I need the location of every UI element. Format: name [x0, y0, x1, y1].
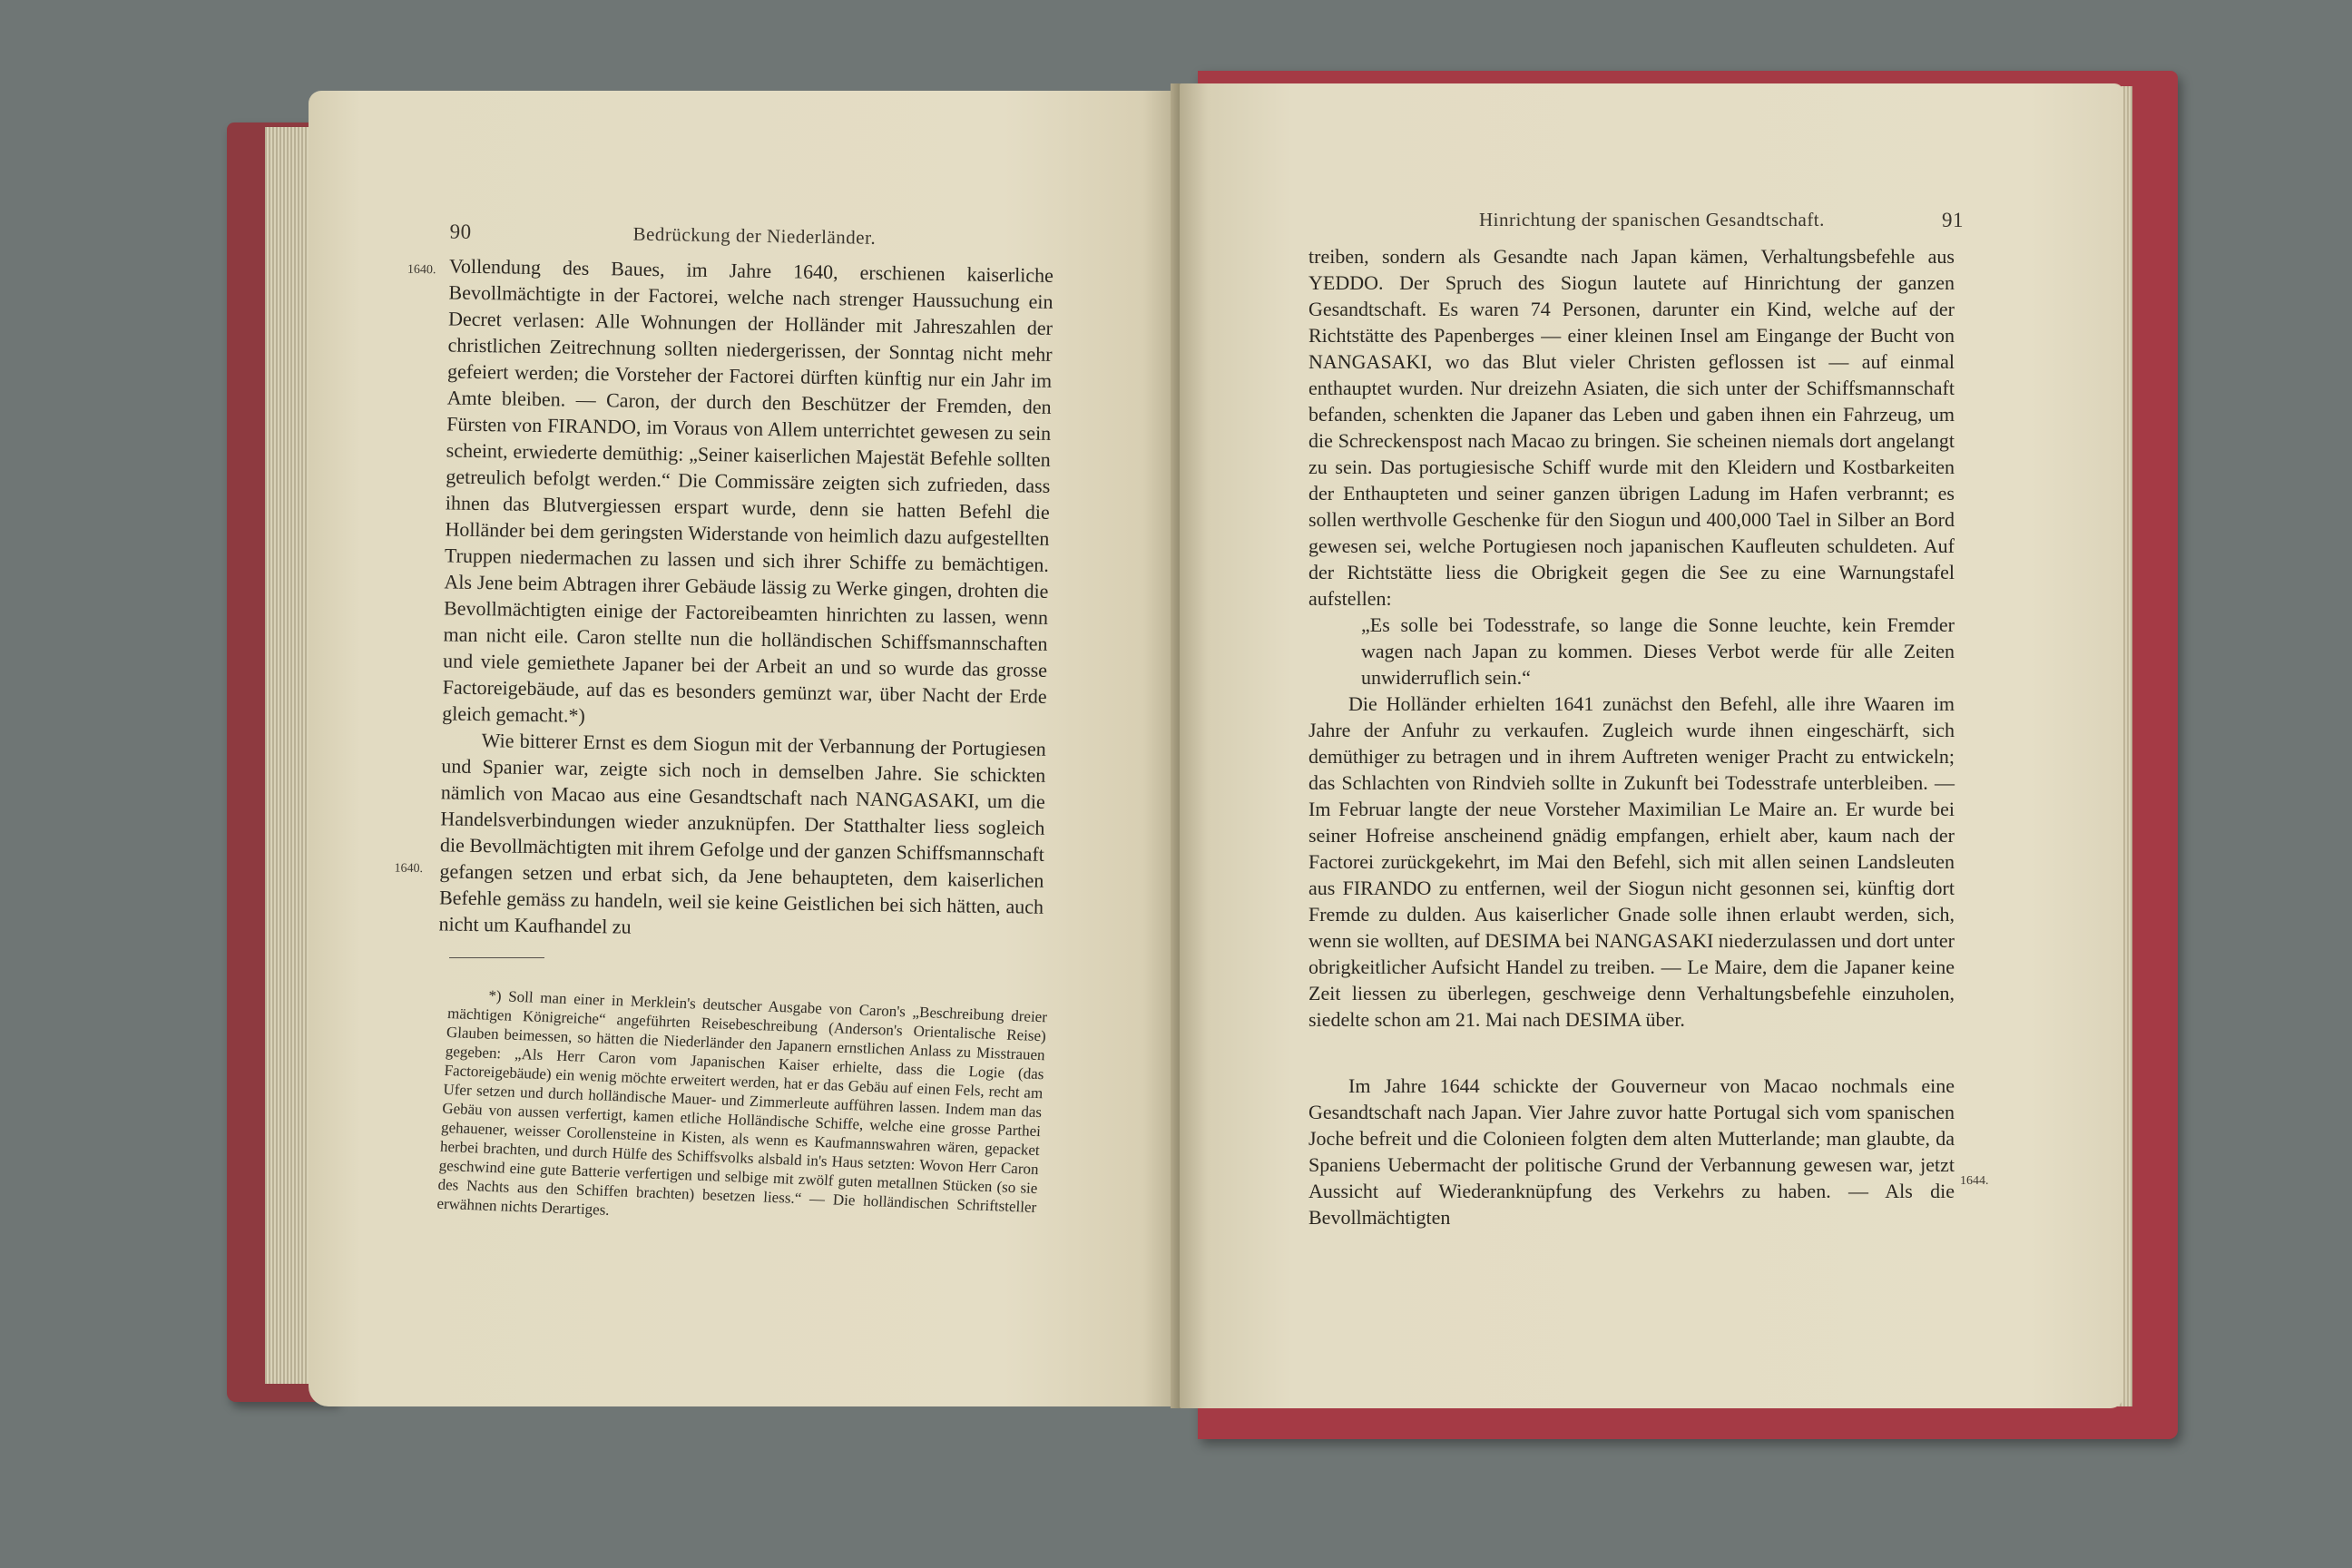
right-running-title: Hinrichtung der spanischen Gesandtschaft. — [1479, 209, 1825, 230]
right-paragraph-1: treiben, sondern als Gesandte nach Japan kämen, Verhaltungsbefehle aus YEDDO. Der Spruch des Siogun lautete auf Hinrichtung der ganzen Gesandtschaft. Es waren 74 Personen, darunter ein Kind, welche auf der Richtstätte des Papenberges — einer kleinen Insel am Eingange der Bucht von NANGASAKI, wo das Blut vieler Christen geflossen ist — auf einmal enthauptet wurden. Nur dreizehn Asiaten, die sich unter der Schiffsmannschaft befanden, schenkten die Japaner das Leben und gaben ihnen ein Fahrzeug, um die Schreckenspost nach Macao zu bringen. Sie scheinen niemals dort angelangt zu sein. Das portugiesische Schiff wurde mit den Kleidern und Kostbarkeiten der Enthaupteten und seiner ganzen übrigen Ladung im Hafen verbrannt; es sollen werthvolle Geschenke für den Siogun und 400,000 Tael in Silber an Bord gewesen sei, welche Portugiesen noch japanischen Kaufleuten schuldeten. Auf der Richtstätte liess die Obrigkeit gegen die See zu eine Warnungstafel aufstellen: — [1308, 245, 1955, 610]
left-margin-note-1: 1640. — [407, 262, 436, 278]
left-page — [309, 91, 1178, 1406]
left-running-title: Bedrückung der Niederländer. — [632, 222, 877, 249]
footnote-text: *) Soll man einer in Merklein's deutscher Ausgabe von Caron's „Beschreibung dreier mächtigen Königreiche“ angeführten Reisebeschreibung (Anderson's Orientalische Reise) Glauben beimessen, so hätten die Niederländer den Japanern ernstlichen Anlass zu Misstrauen gegeben: „Als Herr Caron vom Japanischen Kaiser erhielte, dass die Logie (das Factoreigebäude) ein wenig möchte erweitert werden, hat er das Gebäu auf einen Fels, recht am Ufer setzen und durch holländische Mauer- und Zimmerleute aufführen lassen. Indem man das Gebäu von aussen verfertigt, kamen etliche Holländische Schiffe, welche eine grosse Parthei gehauener, weisser Corollensteine in Kisten, als wenn es Kaufmannswahren wären, gepacket herbei brachten, und durch Hülfe des Schiffsvolks alsbald in's Haus setzten: Wovon Herr Caron geschwind eine gute Batterie verfertigen und selbige mit zwölf guten metallnen Stücken (so sie des Nachts aus den Schiffen brachten) besetzen liess.“ — Die holländischen Schriftsteller erwähnen nichts Derartiges. — [436, 986, 1048, 1219]
right-running-head — [1180, 209, 2123, 245]
right-quote: „Es solle bei Todesstrafe, so lange die Sonne leuchte, kein Fremder wagen nach Japan zu kommen. Dieses Verbot werde für alle Zeiten unwiderruflich sein.“ — [1361, 613, 1955, 689]
right-paragraph-2: Die Holländer erhielten 1641 zunächst den Befehl, alle ihre Waaren im Jahre der Anfuhr zu verkaufen. Zugleich wurde ihnen eingeschärft, sich demüthiger zu betragen und in ihrem Auftreten weniger Pracht zu entwickeln; das Schlachten von Rindvieh sollte in Zukunft bei Todesstrafe unterbleiben. — Im Februar langte der neue Vorsteher Maximilian Le Maire an. Er wurde bei seiner Hofreise anscheinend gnädig empfangen, erhielt aber, kaum nach der Factorei zurückgekehrt, im Mai den Befehl, sich mit allen seinen Landsleuten aus FIRANDO zu entfernen, weil der Siogun nicht gesonnen sei, künftig dort Fremde zu dulden. Aus kaiserlicher Gnade solle ihnen erlaubt werden, sich, wenn sie wollten, auf DESIMA bei NANGASAKI niederzulassen und dort unter obrigkeitlicher Aufsicht Handel zu treiben. — Le Maire, dem die Japaner keine Zeit liessen zu überlegen, geschweige denn Verhaltungsbefehle einzuholen, siedelte schon am 21. Mai nach DESIMA über. — [1308, 692, 1955, 1031]
right-paragraph-3: Im Jahre 1644 schickte der Gouverneur von Macao nochmals eine Gesandtschaft nach Japan. Vier Jahre zuvor hatte Portugal sich vom spanischen Joche befreit und die Colonieen folgten dem alten Mutterlande; man glaubte, da Spaniens Uebermacht der politische Grund der Verbannung gewesen war, jetzt Aussicht auf Wiederanknüpfung des Verkehrs zu haben. — Als die Bevollmächtigten — [1308, 1074, 1955, 1229]
left-margin-note-2: 1640. — [394, 861, 424, 877]
left-paragraph-2: Wie bitterer Ernst es dem Siogun mit der Verbannung der Portugiesen und Spanier war, zeigte sich noch in demselben Jahre. Sie schickten nämlich von Macao aus eine Gesandtschaft nach NANGASAKI, um die Handelsverbindungen wieder anzuknüpfen. Der Statthalter liess sogleich die Bevollmächtigten mit ihrem Gefolge und der ganzen Schiffsmannschaft gefangen setzen und erbat sich, da Jene behaupteten, dem kaiserlichen Befehle gemäss zu handeln, weil sie keine Geistlichen bei sich hätten, auch nicht um Kaufhandel zu — [438, 729, 1046, 938]
left-footnote — [436, 985, 1048, 1236]
right-page-number: 91 — [1942, 209, 1964, 231]
footnote-rule — [449, 957, 544, 958]
left-page-number: 90 — [449, 220, 472, 243]
right-page — [1180, 83, 2123, 1408]
section-gap — [1308, 1033, 1955, 1073]
right-margin-note-1: 1644. — [1960, 1174, 1989, 1188]
left-body-text — [438, 252, 1054, 946]
left-paragraph-1: Vollendung des Baues, im Jahre 1640, erschienen kaiserliche Bevollmächtigte in der Factorei, welche nach strenger Haussuchung ein Decret verlasen: Alle Wohnungen der Holländer mit Jahreszahlen der christlichen Zeitrechnung sollten niedergerissen, der Sonntag nicht mehr gefeiert werden; die Vorsteher der Factorei dürften künftig nur ein Jahr im Amte bleiben. — Caron, der durch den Beschützer der Fremden, den Fürsten von FIRANDO, im Voraus von Allem unterrichtet gewesen zu sein scheint, erwiederte demüthig: „Seiner kaiserlichen Majestät Befehle sollten getreulich befolgt werden.“ Die Commissäre zeigten sich zufrieden, dass ihnen das Blutvergiessen erspart wurde, denn sie hatten Befehl die Holländer bei dem geringsten Widerstande von heimlich dazu aufgestellten Truppen niedermachen zu lassen und sich ihrer Schiffe zu bemächtigen. Als Jene beim Abtragen ihrer Gebäude lässig zu Werke gingen, drohten die Bevollmächtigten einige der Factoreibeamten hinrichten zu lassen, wenn man nicht eile. Caron stellte nun die holländischen Schiffsmannschaften und viele gemiethete Japaner bei der Arbeit an und so wurde das grosse Factoreigebäude, auf das es besonders gemünzt war, über Nacht der Erde gleich gemacht.*) — [442, 254, 1054, 727]
right-body-text — [1308, 243, 1955, 1230]
